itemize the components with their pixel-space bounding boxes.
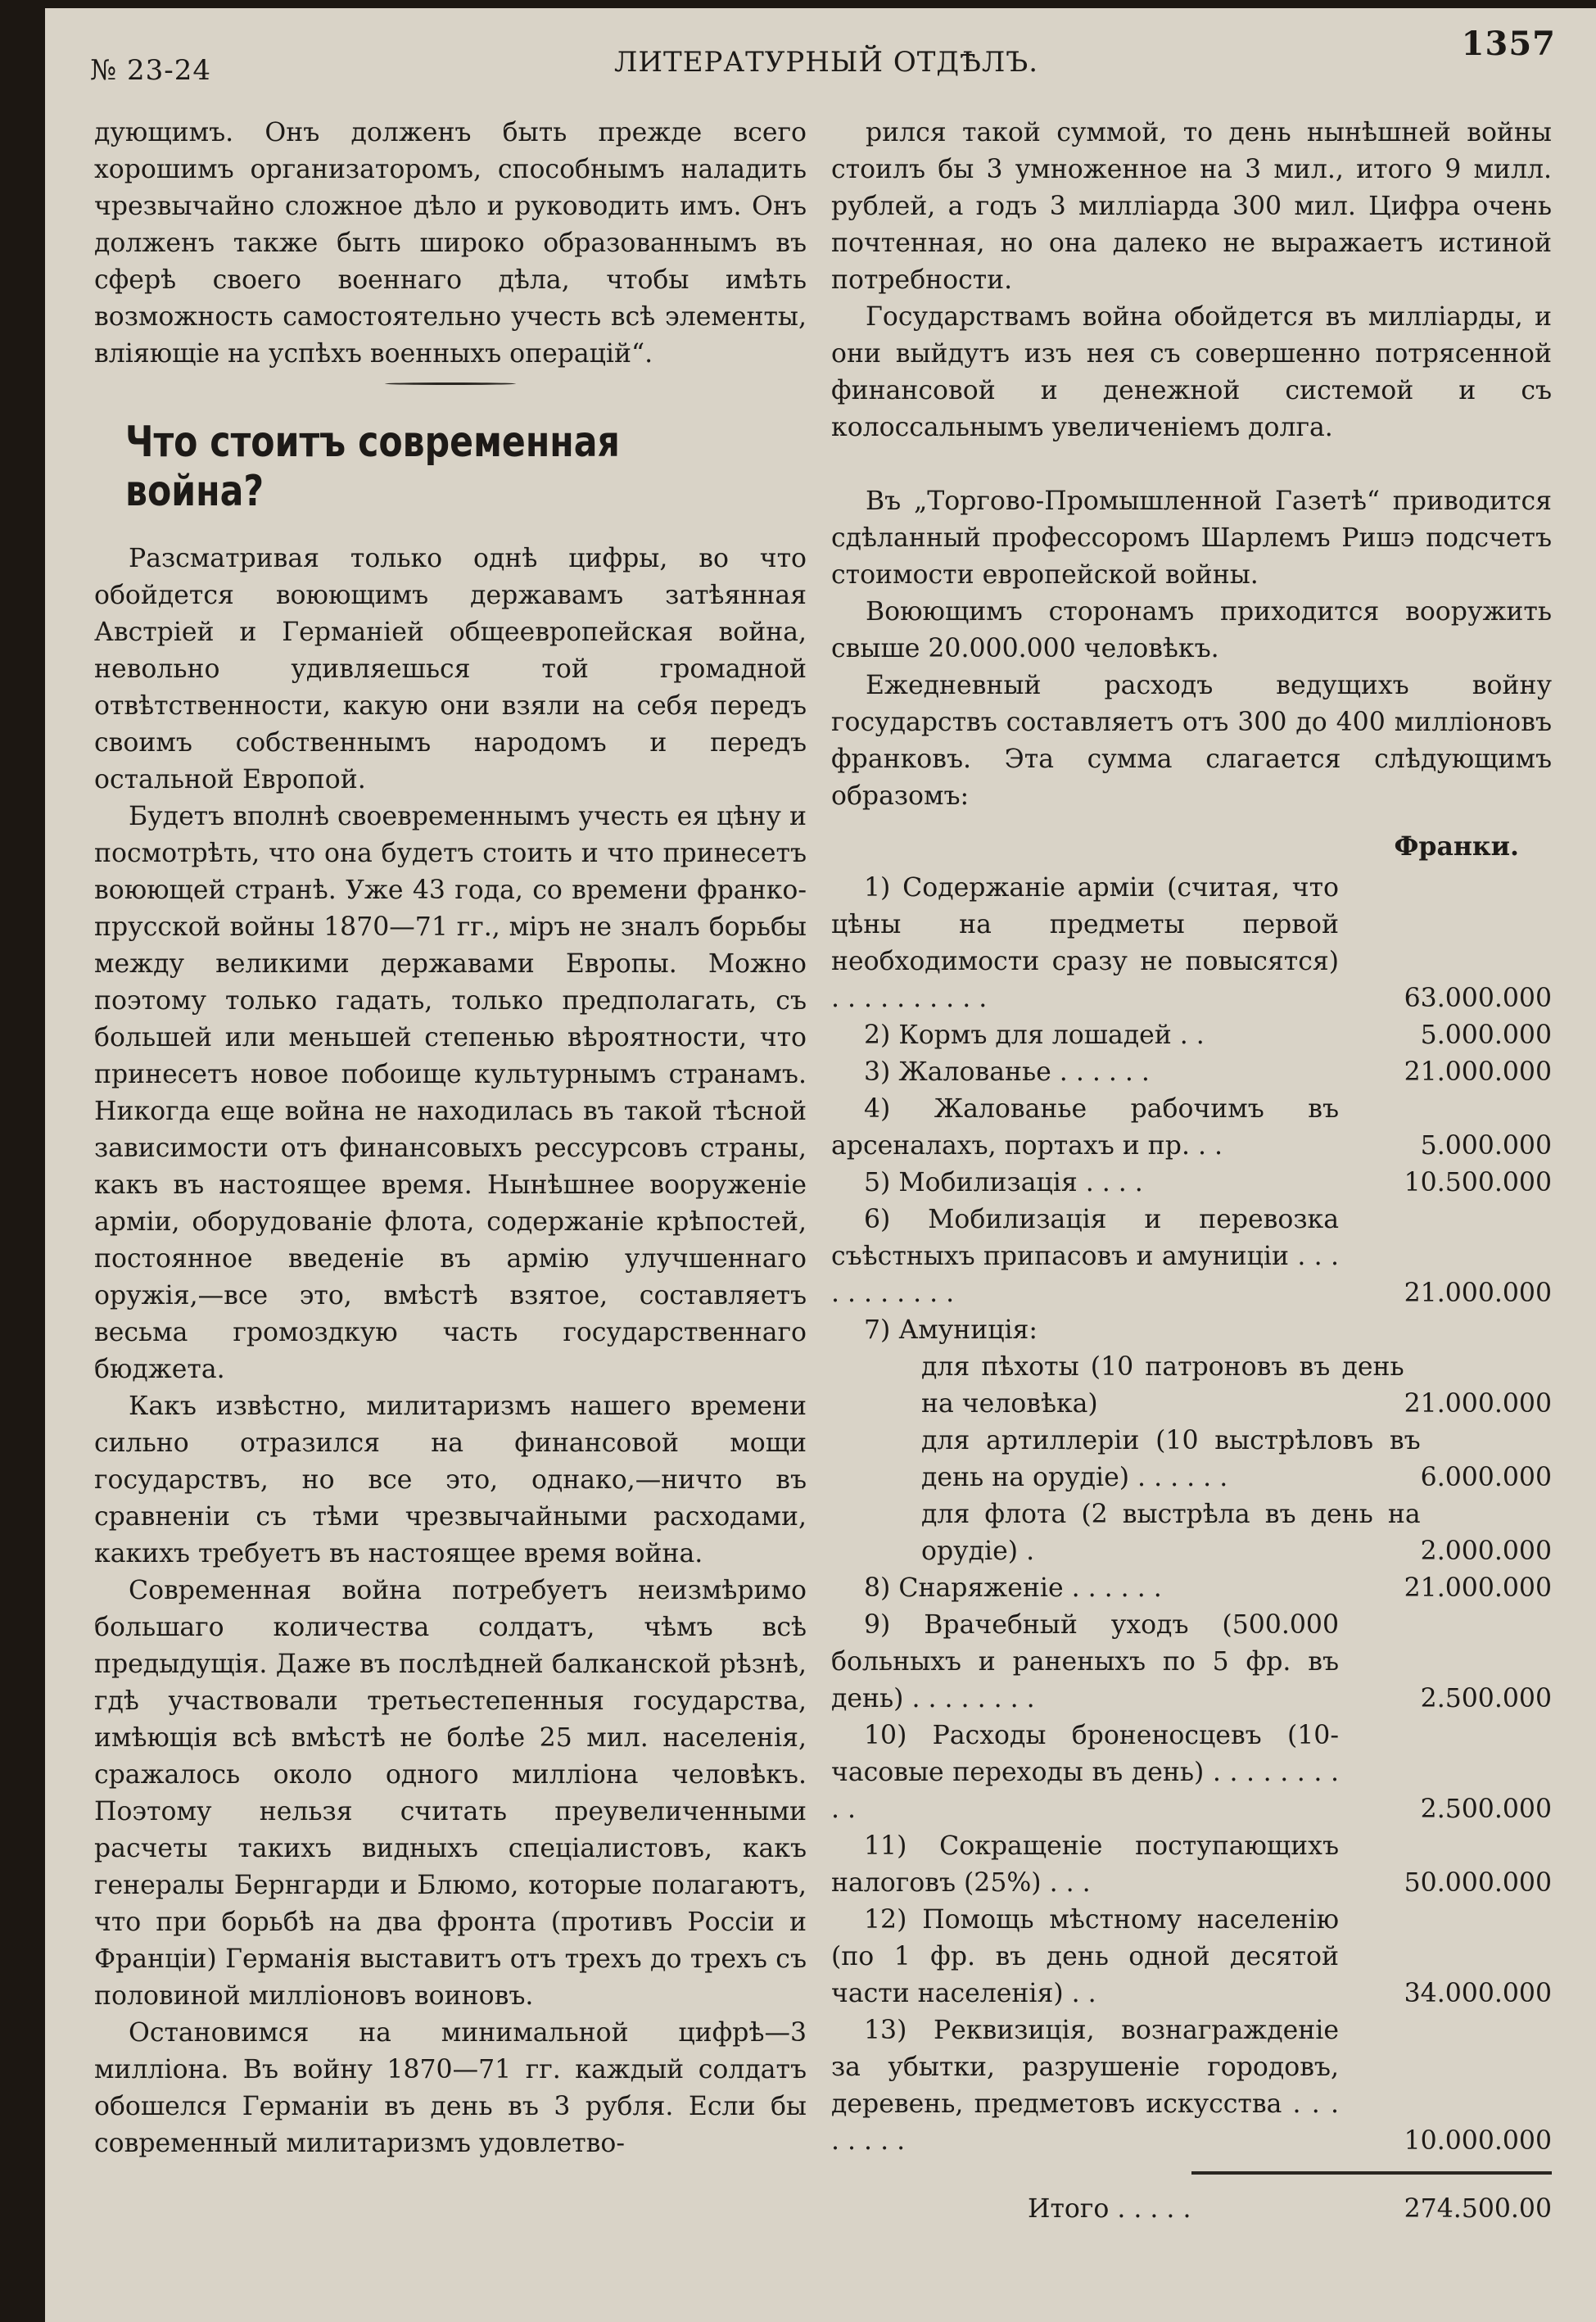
- cost-row: [831, 1165, 1552, 1202]
- issue-number: № 23-24: [90, 54, 211, 87]
- cost-row: [831, 1423, 1552, 1496]
- cost-row: [831, 1496, 1552, 1570]
- right-column: [831, 115, 1552, 2228]
- cost-row: [831, 1017, 1552, 1054]
- article-heading: Что стоитъ современная война?: [125, 418, 620, 516]
- cost-value: 2.500.000: [1420, 1795, 1552, 1824]
- cost-label: 11) Сокращеніе поступающихъ налоговъ (25%) . . .: [831, 1831, 1339, 1898]
- cost-row: [831, 1202, 1552, 1312]
- cost-label: 9) Врачебный уходъ (500.000 больныхъ и раненыхъ по 5 фр. въ день) . . . . . . . .: [831, 1610, 1339, 1713]
- cost-row: [831, 1718, 1552, 1828]
- article-paragraph: Будетъ вполнѣ своевременнымъ учесть ея цѣну и посмотрѣть, что она будетъ стоить и что принесетъ воюющей странѣ. Уже 43 года, со времени франко-прусской войны 1870—71 гг., міръ не зналъ борьбы между великими державами Европы. Можно поэтому только гадать, только предполагать, съ большей или меньшей степенью вѣроятности, что принесетъ новое побоище культурнымъ странамъ. Никогда еще война не находилась въ такой тѣсной зависимости отъ финансовыхъ рессурсовъ страны, какъ въ настоящее время. Нынѣшнее вооруженіе арміи, оборудованіе флота, содержаніе крѣпостей, постоянное введеніе въ армію улучшеннаго оружія,—все это, вмѣстѣ взятое, составляетъ весьма громоздкую часть государственнаго бюджета.: [94, 802, 807, 1384]
- total-row: [1028, 2171, 1552, 2228]
- cost-label: для артиллеріи (10 выстрѣловъ въ день на орудіе) . . . . . .: [921, 1426, 1421, 1492]
- section-title: ЛИТЕРАТУРНЫЙ ОТДѢЛЪ.: [614, 46, 1039, 79]
- cost-value: 10.500.000: [1404, 1168, 1552, 1197]
- cost-label: 13) Реквизиція, вознагражденіе за убытки, разрушеніе городовъ, деревень, предметовъ искусства . . . . . . . .: [831, 2016, 1339, 2156]
- cost-value: 10.000.000: [1404, 2126, 1552, 2156]
- cost-row: [831, 1312, 1552, 1349]
- cost-row: [831, 2012, 1552, 2160]
- cost-label: 2) Кормъ для лошадей . .: [864, 1021, 1205, 1050]
- cost-label: 5) Мобилизація . . . .: [864, 1168, 1143, 1197]
- article-paragraph: Современная война потребуетъ неизмѣримо большаго количества солдатъ, чѣмъ всѣ предыдущія. Даже въ послѣдней балканской рѣзнѣ, гдѣ участвовали третьестепенныя государства, имѣющія всѣ вмѣстѣ не болѣе 25 мил. населенія, сражалось около одного милліона человѣкъ. Поэтому нельзя считать преувеличенными расчеты такихъ видныхъ спеціалистовъ, какъ генералы Бернгарди и Блюмо, которые полагаютъ, что при борьбѣ на два фронта (противъ Россіи и Франціи) Германія выставитъ отъ трехъ до трехъ съ половиной милліоновъ воиновъ.: [94, 1576, 807, 2011]
- cost-row: [831, 1091, 1552, 1165]
- cost-row: [831, 1570, 1552, 1607]
- cost-value: 21.000.000: [1404, 1389, 1552, 1419]
- currency-header: Франки.: [1394, 831, 1519, 862]
- article-paragraph: Ежедневный расходъ ведущихъ войну государствъ составляетъ отъ 300 до 400 милліоновъ франковъ. Эта сумма слагается слѣдующимъ образомъ:: [831, 671, 1552, 811]
- page-number: 1357: [1461, 25, 1556, 63]
- magazine-page: [45, 8, 1596, 2322]
- total-value: 274.500.00: [1404, 2194, 1552, 2224]
- cost-value: 63.000.000: [1404, 984, 1552, 1013]
- cost-label: 7) Амуниція:: [864, 1315, 1038, 1345]
- cost-label: 12) Помощь мѣстному населенію (по 1 фр. въ день одной десятой части населенія) . .: [831, 1905, 1339, 2008]
- article-paragraph: Въ „Торгово-Промышленной Газетѣ“ приводится сдѣланный профессоромъ Шарлемъ Ришэ подсчетъ стоимости европейской войны.: [831, 487, 1552, 590]
- cost-value: 21.000.000: [1404, 1279, 1552, 1308]
- cost-row: [831, 1054, 1552, 1091]
- total-label: Итого . . . . .: [1028, 2194, 1191, 2224]
- cost-row: [831, 1607, 1552, 1718]
- left-column: [94, 115, 807, 2162]
- cost-row: [831, 1902, 1552, 2012]
- cost-label: 3) Жалованье . . . . . .: [864, 1057, 1150, 1087]
- cost-value: 5.000.000: [1420, 1131, 1552, 1161]
- page-header: [90, 25, 1556, 87]
- cost-value: 2.000.000: [1420, 1537, 1552, 1566]
- cost-value: 6.000.000: [1420, 1463, 1552, 1492]
- cost-label: 1) Содержаніе арміи (считая, что цѣны на предметы первой необходимости сразу не повысятся) . . . . . . . . . .: [831, 873, 1339, 1013]
- article-paragraph: Государствамъ война обойдется въ милліарды, и они выйдутъ изъ нея съ совершенно потрясенной финансовой и денежной системой и съ колоссальнымъ увеличеніемъ долга.: [831, 302, 1552, 442]
- cost-value: 21.000.000: [1404, 1057, 1552, 1087]
- article-paragraph: Разсматривая только однѣ цифры, во что обойдется воюющимъ державамъ затѣянная Австріей и Германіей общеевропейская война, невольно удивляешься той громадной отвѣтственности, какую они взяли на себя передъ своимъ собственнымъ народомъ и передъ остальной Европой.: [94, 544, 807, 794]
- cost-table: [831, 828, 1552, 2228]
- cost-label: 4) Жалованье рабочимъ въ арсеналахъ, портахъ и пр. . .: [831, 1094, 1339, 1161]
- article-paragraph: рился такой суммой, то день нынѣшней войны стоилъ бы 3 умноженное на 3 мил., итого 9 милл. рублей, а годъ 3 милліарда 300 мил. Цифра очень почтенная, но она далеко не выражаетъ истиной потребности.: [831, 118, 1552, 295]
- cost-label: 6) Мобилизація и перевозка съѣстныхъ припасовъ и амуниціи . . . . . . . . . . .: [831, 1205, 1339, 1308]
- cost-label: 10) Расходы броненосцевъ (10-часовые переходы въ день) . . . . . . . . . .: [831, 1721, 1339, 1824]
- cost-label: для флота (2 выстрѣла въ день на орудіе) .: [921, 1500, 1421, 1566]
- cost-label: 8) Снаряженіе . . . . . .: [864, 1573, 1162, 1603]
- cost-row: [831, 1349, 1552, 1423]
- article-paragraph: Какъ извѣстно, милитаризмъ нашего времени сильно отразился на финансовой мощи государствъ, но все это, однако,—ничто въ сравненіи съ тѣми чрезвычайными расходами, какихъ требуетъ въ настоящее время война.: [94, 1392, 807, 1568]
- cost-label: для пѣхоты (10 патроновъ въ день на человѣка): [921, 1352, 1404, 1419]
- article-paragraph: Остановимся на минимальной цифрѣ—3 милліона. Въ войну 1870—71 гг. каждый солдатъ обошелся Германіи въ день въ 3 рубля. Если бы современный милитаризмъ удовлетво-: [94, 2018, 807, 2158]
- cost-value: 50.000.000: [1404, 1868, 1552, 1898]
- cost-value: 5.000.000: [1420, 1021, 1552, 1050]
- article-paragraph: Воюющимъ сторонамъ приходится вооружить свыше 20.000.000 человѣкъ.: [831, 597, 1552, 663]
- cost-value: 21.000.000: [1404, 1573, 1552, 1603]
- cost-value: 2.500.000: [1420, 1684, 1552, 1713]
- cost-row: [831, 1828, 1552, 1902]
- section-divider: [385, 382, 516, 385]
- intro-paragraph: дующимъ. Онъ долженъ быть прежде всего хорошимъ организаторомъ, способнымъ наладить чрезвычайно сложное дѣло и руководить имъ. Онъ долженъ также быть широко образованнымъ въ сферѣ своего военнаго дѣла, чтобы имѣть возможность самостоятельно учесть всѣ элементы, вліяющіе на успѣхъ военныхъ операцій“.: [94, 118, 807, 369]
- cost-row: [831, 870, 1552, 1017]
- cost-value: 34.000.000: [1404, 1979, 1552, 2008]
